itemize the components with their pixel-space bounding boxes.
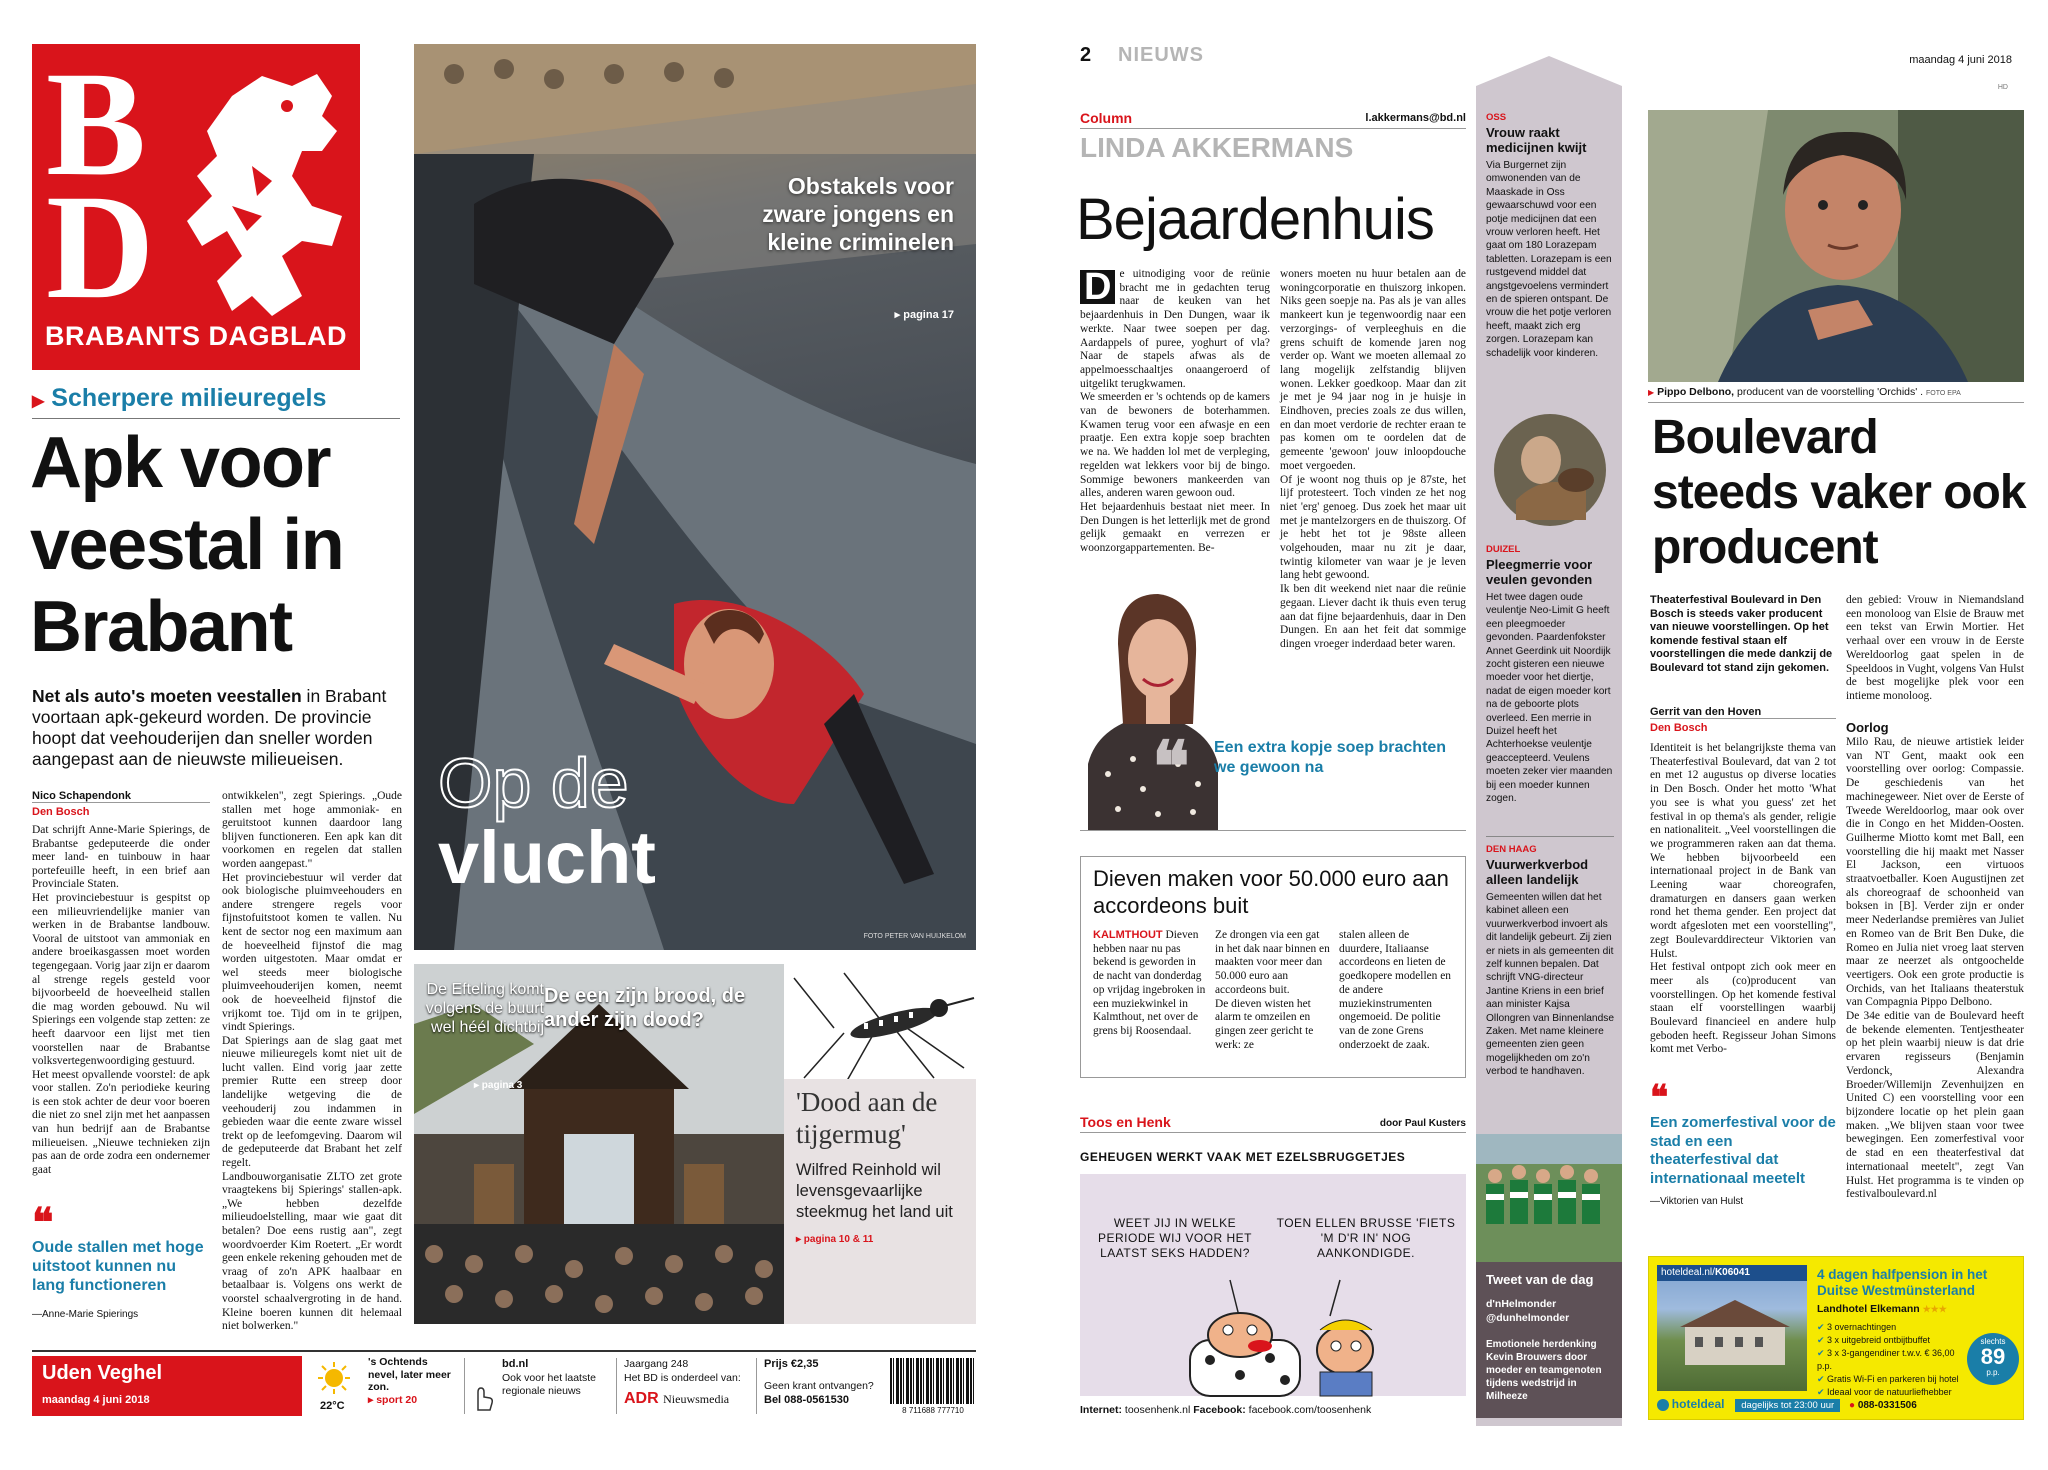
- photo-caption: [1648, 386, 2024, 398]
- castle-icon: [1675, 1295, 1795, 1375]
- brief-rule: [1486, 836, 1614, 837]
- brief-text: Via Burgernet zijn omwonenden van de Maaskade in Oss gewaarschuwd voor een potje medicijnen dat een vrouw verloren heeft. Het gaat om 180 Lorazepam tabletten. Lorazepam is een rustgevend middel dat angstgevoelens vermindert en de spieren ontspant. De vrouw die het potje verloren heeft, maakt zich erg zorgen. Lorazepam kan schadelijk voor kinderen.: [1486, 160, 1612, 359]
- brief-title: Pleegmerrie voor veulen gevonden: [1486, 557, 1593, 587]
- caption-arrow-icon: ▶: [1648, 388, 1655, 397]
- edition-code: HD: [1997, 84, 2008, 91]
- boulevard-pull-quote: Een zomerfestival voor de stad en een theaterfestival dat internationaal meetelt: [1650, 1114, 1836, 1187]
- footer-band: [32, 1350, 976, 1418]
- brief-place: OSS: [1486, 112, 1507, 123]
- dieven-box[interactable]: [1080, 856, 1466, 1078]
- tiger-sub: Wilfred Reinhold wil levensgevaarlijke steekmug het land uit: [796, 1161, 953, 1221]
- check-icon: ✔: [1817, 1322, 1828, 1332]
- ad-item: [1817, 1334, 1967, 1347]
- weather-sun-icon: [314, 1360, 354, 1400]
- hoteldeal-ad[interactable]: [1648, 1256, 2024, 1420]
- football-team-photo: [1476, 1134, 1622, 1262]
- adr-mark: ADR: [624, 1390, 659, 1407]
- ad-title: 4 dagen halfpension in het Duitse Westmünsterland: [1817, 1267, 1988, 1298]
- lion-icon: [172, 56, 352, 326]
- ad-phone[interactable]: 088-0331506: [1857, 1400, 1917, 1411]
- dropcap: D: [1080, 270, 1115, 304]
- pull-quote-1-by: —Anne-Marie Spierings: [32, 1309, 139, 1320]
- main-headline[interactable]: Apk voor veestal in Brabant: [30, 423, 344, 667]
- quote-mark-icon: ❝: [32, 1201, 54, 1245]
- check-icon: ✔: [1817, 1348, 1828, 1358]
- column-col-2: woners moeten nu huur betalen aan de woningcorporatie en thuiszorg inkopen. Niks geen soepje na. Pas als je van alles mankeert kun je tegenwoordig naar een verzorgings- of verpleeghuis en die grens schuift de komende jaren nog verder op. Want we moeten allemaal zo lang mogelijk zelfstandig blijven wonen. Lekker goedkoop. Maar dan zit je met je 94 jaar nog in je huisje in Eindhoven, precies zoals ze dus willen, en dan moet verdorie de rechter eraan te pas komen om te oordelen dat de gemeente 'gewoon' jouw inloopdouche moet vergoeden. Of je woont nog thuis op je 87ste, het lijf protesteert. Toch vinden ze het nog niet 'erg' genoeg. Dus zoek het maar uit met je mantelzorgers en de thuiszorg. Of je hebt het tot je 98ste alleen volgehouden, maar nu zit je daar, twintig kilometer van waar je je leven lang hebt gewoond. Ik ben dit weekend niet naar die reünie gegaan. Liever dacht ik thuis even terug aan dat fijne bejaardenhuis, daar in Den Dungen. En aan het feit dat sommige dingen vroeger inderdaad beter waren.: [1280, 268, 1466, 650]
- ad-stars-icon: ★★★: [1922, 1304, 1947, 1314]
- edition-box: [32, 1356, 302, 1416]
- ad-hotel: [1817, 1303, 1947, 1315]
- service-phone[interactable]: Bel 088-0561530: [764, 1394, 850, 1406]
- column-title: Bejaardenhuis: [1076, 187, 1434, 252]
- brief-duizel[interactable]: [1486, 544, 1614, 806]
- column-email[interactable]: l.akkermans@bd.nl: [1365, 112, 1466, 124]
- no-paper: Geen krant ontvangen?: [764, 1380, 874, 1392]
- tweet-title: Tweet van de dag: [1486, 1272, 1594, 1287]
- dieven-col-1: [1093, 929, 1207, 1039]
- strip-footer: [1080, 1404, 1371, 1416]
- foal-photo: [1486, 410, 1614, 530]
- byline-place: Den Bosch: [32, 806, 90, 818]
- ad-code-label: hoteldeal.nl/: [1661, 1267, 1715, 1278]
- hoteldeal-logo-icon: [1657, 1399, 1669, 1411]
- tweet-handle: @dunhelmonder: [1486, 1312, 1570, 1324]
- strip-title: GEHEUGEN WERKT VAAK MET EZELSBRUGGETJES: [1080, 1150, 1406, 1164]
- efteling-text: De Efteling komt volgens de buurt wel héél dichtbij: [425, 981, 544, 1036]
- ad-item-text: 3 x 3-gangendiner t.w.v. € 36,00 p.p.: [1817, 1348, 1955, 1371]
- ad-footer: [1657, 1397, 2017, 1411]
- kicker-text: Scherpere milieuregels: [51, 384, 327, 412]
- strip-author: door Paul Kusters: [1379, 1118, 1466, 1129]
- pull-quote-1: Oude stallen met hoge uitstoot kunnen nu lang functioneren: [32, 1239, 204, 1294]
- boulevard-subhead: Oorlog: [1846, 720, 1889, 735]
- brief-place: DUIZEL: [1486, 544, 1521, 555]
- barcode-icon: [890, 1358, 976, 1404]
- logo-letter-b: B: [46, 41, 147, 207]
- boulevard-byline-place: Den Bosch: [1650, 722, 1708, 734]
- tweet-user: d'nHelmonder: [1486, 1298, 1557, 1310]
- mosquito-icon: [784, 968, 976, 1088]
- dieven-place: KALMTHOUT: [1093, 929, 1163, 941]
- news-page: [1024, 0, 2048, 1470]
- efteling-headline: De een zijn brood, de ander zijn dood?: [544, 985, 746, 1031]
- tiger-title: 'Dood aan de tijgermug': [796, 1087, 938, 1149]
- front-page: [0, 0, 1000, 1470]
- logo-name: BRABANTS DAGBLAD: [45, 321, 347, 351]
- quote-block-1: [32, 1201, 212, 1320]
- ad-item: [1817, 1347, 1967, 1373]
- boulevard-quote-by: —Viktorien van Hulst: [1650, 1196, 1744, 1207]
- boulevard-col-1: Identiteit is het belangrijkste thema van Theaterfestival Boulevard, dat van 2 tot en met 12 augustus op diverse locaties in Den Bosch. Onder het motto 'What you see is what you guess' zet het festival in op thema's als gender, religie en nationaliteit. „Veel voorstellingen die we programmeren raken aan dat thema. We hebben bijvoorbeeld een internationaal project in de Bank van Leening waar choreografen, dramaturgen en dansers gaan werken rond het thema gender. Een project dat wordt afgesloten met een voorstelling", zegt Boulevarddirecteur Viktorien van Hulst. Het festival ontpopt zich ook meer en meer als (co)producent van voorstellingen. Op het komende festival staan elf voorstellingen waarbij Boulevard financieel en andere hulp geboden heeft. Regisseur Johan Simons komt met Verbo-: [1650, 742, 1836, 1056]
- brief-text: Het twee dagen oude veulentje Neo-Limit G heeft een pleegmoeder gevonden. Paardenfokster Annet Geerdink uit Noordijk zocht gisteren een nieuwe moeder voor het diertje, nadat de eigen moeder kort na de geboorte plots overleed. Een merrie in Duizel heeft het Achterhoekse veulentje geaccepteerd. Veulens moeten zeker vier maanden bij een moeder kunnen zogen.: [1486, 592, 1613, 805]
- section-name: NIEUWS: [1118, 44, 1204, 66]
- column-bottom-rule: [1080, 830, 1466, 831]
- strip-bubble-2: TOEN ELLEN BRUSSE 'FIETS 'M D'R IN' NOG AANKONDIGDE.: [1276, 1216, 1456, 1260]
- photo-big-line-2: vlucht: [438, 816, 656, 899]
- ad-price-badge: [1967, 1333, 2019, 1385]
- comic-strip[interactable]: [1080, 1144, 1466, 1396]
- ad-brand: hoteldeal: [1671, 1397, 1725, 1411]
- photo-page-ref[interactable]: ▸ pagina 17: [894, 309, 954, 321]
- lead-photo[interactable]: [414, 44, 976, 950]
- logo-letter-d: D: [46, 164, 155, 330]
- tweet-box[interactable]: [1476, 1262, 1622, 1418]
- intro-rest: in Brabant voortaan apk-gekeurd worden. De provincie hoopt dat veehouderijen dan sneller worden aangepast aan de nieuwste milieueisen.: [32, 686, 387, 769]
- caption-rest: producent van de voorstelling 'Orchids' .: [1734, 386, 1924, 398]
- caption-rule: [1648, 402, 2024, 403]
- adr-logo: [624, 1390, 729, 1408]
- footer-divider-2: [616, 1358, 617, 1414]
- photo-title: Obstakels voor zware jongens en kleine criminelen: [762, 173, 954, 255]
- comic-characters-icon: [1180, 1280, 1400, 1396]
- brief-title: Vrouw raakt medicijnen kwijt: [1486, 125, 1587, 155]
- boulevard-col-2b: Milo Rau, de nieuwe artistiek leider van NT Gent, maakt ook een voorstelling over oorlog: Compassie. De geschiedenis van het machinegeweer. Niet over de Eerste of Tweede Wereldoorlog, maar ook over die in Congo en het Midden-Oosten. Guilherme Miotto komt met Ball, een voorstelling die hij maakt met Nasser El Jackson, een virtuoos straatvoetballer. Koen Augustijnen zet als choreograaf de schoonheid van boksen in [B]. Verder zijn er onder meer Nederlandse premières van Juliet en Romeo van de Brit Ben Duke, die Romeo en Julia niet vroeg laat sterven maar ze neerzet als ontgoochelde veertigers. Ook een grote productie is Orchids, van het Italiaans theaterstuk van Compagnia Pippo Delbono. De 34e editie van de Boulevard heeft de bekende elementen. Tentjestheater op het plein waarbij nieuw is dat drie ervaren regisseurs (Benjamin Verdonck, Alexandra Broeder/Willemijn Zevenhuijzen en United C) een voorstelling voor een bijzondere locatie op het plein gaan maken. „We blijven staan voor twee bewegingen. Een zomerfestival voor de stad en een theaterfestival dat internationaal meetelt", zegt Van Hulst. Het programma is te vinden op festivalboulevard.nl: [1846, 736, 2024, 1201]
- column-author: LINDA AKKERMANS: [1080, 132, 1354, 163]
- quote-mark-icon: ❝: [1650, 1079, 1669, 1117]
- kicker: [32, 384, 326, 413]
- footer-divider-1: [464, 1358, 465, 1414]
- weather-desc: 's Ochtends nevel, later meer zon.: [368, 1356, 451, 1393]
- check-icon: ✔: [1817, 1374, 1828, 1384]
- ad-item-text: Gratis Wi-Fi en parkeren bij hotel: [1827, 1374, 1959, 1384]
- photo-big-line-1: Op de: [438, 744, 629, 822]
- boulevard-intro: Theaterfestival Boulevard in Den Bosch is steeds vaker producent van nieuwe voorstellingen. Op het komende festival staan elf voorstellingen die mede dankzij de Boulevard tot stand zijn gekomen.: [1650, 594, 1833, 674]
- volume: Jaargang 248: [624, 1358, 689, 1370]
- phone-icon: ●: [1848, 1400, 1856, 1411]
- price: Prijs €2,35: [764, 1358, 819, 1370]
- ad-item: [1817, 1373, 1967, 1386]
- efteling-page-ref[interactable]: ▸ pagina 3: [474, 1080, 523, 1091]
- edition-name: Uden Veghel: [42, 1362, 163, 1384]
- edition-date: maandag 4 juni 2018: [42, 1394, 150, 1406]
- caption-name: Pippo Delbono,: [1657, 386, 1735, 398]
- column-body-1: [1080, 268, 1270, 556]
- page-date: maandag 4 juni 2018: [1909, 54, 2012, 66]
- brief-den-haag[interactable]: [1486, 844, 1614, 1079]
- boulevard-byline-name: Gerrit van den Hoven: [1650, 706, 1762, 718]
- boulevard-byline-rule: [1650, 718, 1836, 719]
- efteling-photo[interactable]: [414, 964, 784, 1324]
- page-number: 2: [1080, 44, 1092, 66]
- brand-logo[interactable]: [32, 41, 360, 370]
- ad-badge-top: slechts: [1980, 1337, 2006, 1346]
- ad-price: 89: [1980, 1344, 2006, 1369]
- tiger-page-ref[interactable]: ▸ pagina 10 & 11: [796, 1234, 874, 1245]
- ad-code-bar: [1657, 1265, 1807, 1281]
- article-col-2: ontwikkelen", zegt Spierings. „Oude stallen met hoge ammoniak- en geruitstoot kunnen daardoor lang blijven functioneren. Een apk kan dit voorkomen en regelen dat stallen worden aangepast." Het provinciebestuur wil verder dat ook biologische pluimveehouders en andere strengere regels voor fijnstofuitstoot komen te vallen. Nu kent de sector nog een maximum aan de hoeveelheid fijnstof die mag worden uitgestoten. Maar omdat er wel steeds meer biologische pluimveehouderijen komen, neemt ook de hoeveelheid fijnstof die vrijkomt toe. Tijd om in te grijpen, vindt Spierings. Dat Spierings aan de slag gaat met nieuwe milieuregels komt niet uit de lucht vallen. Eind vorig jaar zette premier Rutte een streep door landelijke wetgeving die de veehouderij zou indammen in gebieden waar die eente zware wissel trekt op de leefomgeving. Daarom wil de gedeputeerde dat Brabant het zelf regelt. Landbouworganisatie ZLTO zet grote vraagtekens bij Spierings' stallen-apk. „We hebben dezelfde milieudoelstelling, maar wie gaat dit betalen? Doe eens rustig aan", zegt woordvoerder Kim Roetert. „Er wordt geen enkele rekening gehouden met de vraag of zo'n APK haalbaar en betaalbaar is. Volgens ons werkt de voorstel schaalvergroting in de hand. Kleine boeren kunnen dit helemaal niet bolwerken.": [222, 790, 402, 1333]
- column-quote: [1144, 728, 1464, 806]
- check-icon: ✔: [1817, 1387, 1828, 1397]
- ad-code: K06041: [1714, 1267, 1750, 1278]
- ad-badge-bottom: p.p.: [1986, 1368, 2000, 1377]
- hand-pointer-icon: [470, 1382, 494, 1412]
- article-col-1: Dat schrijft Anne-Marie Spierings, de Brabantse gedeputeerde die onder meer land- en tuinbouw in haar portefeuille heeft, in een brief aan Provinciale Staten. Het provinciebestuur is gespitst op een milieuvriendelijke manier van werken in de Brabantse landbouw. Vooral de uitstoot van ammoniak en andere broeikasgassen moet worden tegengegaan. Vorig jaar zijn er daarom al strenge regels gesteld voor bijvoorbeeld de hoeveelheid stallen die mag worden gebouwd. Nu wil Spierings een volgende stap zetten: ze heeft daarvoor een lijst met tien voorstellen naar de Brabantse volksvertegenwoordiging gestuurd. Het meest opvallende voorstel: de apk voor stallen. Zo'n periodieke keuring is een stok achter de deur voor boeren die niet zo snel zijn met het aanpassen van hun bedrijf aan de Brabantse milieueisen. „Nieuwe technieken zijn pas aan de orde zodra een ondernemer gaat: [32, 824, 210, 1176]
- web-title[interactable]: bd.nl: [502, 1358, 529, 1370]
- tweet-text: Emotionele herdenking Kevin Brouwers door moeder en teamgenoten tijdens wedstrijd in Milheeze: [1486, 1339, 1602, 1402]
- ad-item-text: 3 x uitgebreid ontbijtbuffet: [1827, 1335, 1930, 1345]
- photo-credit: FOTO PETER VAN HUIJKELOM: [863, 933, 966, 940]
- boulevard-headline[interactable]: Boulevard steeds vaker ook producent: [1652, 411, 2026, 574]
- ad-item-text: 3 overnachtingen: [1827, 1322, 1897, 1332]
- brief-title: Vuurwerkverbod alleen landelijk: [1486, 857, 1589, 887]
- strip-rule: [1080, 1132, 1466, 1133]
- dieven-col-3: stalen alleen de duurdere, Italiaanse accordeons en lieten de goedkopere modellen en de andere muziekinstrumenten ongemoeid. De politie van de zone Grens onderzoekt de zaak.: [1339, 929, 1451, 1051]
- tiger-box[interactable]: [784, 964, 976, 1324]
- strip-footer-facebook-label: Facebook:: [1193, 1404, 1246, 1416]
- weather-text: [368, 1356, 458, 1406]
- strip-footer-internet-label: Internet:: [1080, 1404, 1122, 1416]
- dieven-col-2: Ze drongen via een gat in het dak naar binnen en maakten voor meer dan 50.000 euro aan accordeons buit. De dieven wisten het alarm te omzeilen en gingen zeer gericht te werk: ze: [1215, 929, 1330, 1051]
- column-col-1: e uitnodiging voor de reünie bracht me in gedachten terug naar de keuken van het bejaardenhuis in Den Dungen, waar ik werkte. Naar twee soepen per dag. Aardappels of puree, yoghurt of vla? Naar de stapels afwas als de appelmoesschaaltjes onaangeroerd of uitgelikt terugkwamen. We smeerden er 's ochtends op de kamers van de bewoners de boterhammen. Kwamen terug voor een afwasje en een praatje. Een extra kopje soep brachten we na. We hadden lol met de verpleging, regelden wat lekkers voor bij de bingo. Sommige bewoners mankeerden van alles, anderen waren gewoon oud. Het bejaardenhuis bestaat niet meer. In Den Dungen is het letterlijk met de grond gelijk gemaakt en verrezen er woonzorgappartementen. Be-: [1080, 268, 1270, 555]
- brief-place: DEN HAAG: [1486, 844, 1537, 855]
- volume-sub: Het BD is onderdeel van:: [624, 1372, 741, 1384]
- quote-mark-icon: ❝: [1152, 728, 1190, 806]
- intro-bold: Net als auto's moeten veestallen: [32, 686, 302, 706]
- kicker-rule: [32, 418, 400, 419]
- strip-footer-facebook[interactable]: facebook.com/toosenhenk: [1245, 1404, 1372, 1416]
- kicker-arrow-icon: ▶: [32, 393, 45, 410]
- web-text: Ook voor het laatste regionale nieuws: [502, 1372, 596, 1397]
- weather-sport-ref[interactable]: ▸ sport 20: [368, 1393, 418, 1406]
- ad-item-list: [1817, 1321, 1967, 1399]
- ad-hours: dagelijks tot 23:00 uur: [1735, 1399, 1840, 1412]
- intro: [32, 686, 402, 770]
- dieven-text-1: Dieven hebben naar nu pas bekend is geworden in de nacht van donderdag op vrijdag ingebroken in een muziekwinkel in Kalmthout, net over de grens bij Roosendaal.: [1093, 929, 1206, 1037]
- byline-rule: [32, 802, 210, 803]
- brief-text: Gemeenten willen dat het kabinet alleen een vuurwerkverbod invoert als dit landelijk gebeurt. Zij zien er niets in als gemeenten dit zelf kunnen bepalen. Dat schrijft VNG-directeur Jantine Kriens in een brief aan minister Kajsa Ollongren van Binnenlandse Zaken. Met name kleinere gemeenten zien geen mogelijkheden om zo'n verbod te handhaven.: [1486, 892, 1615, 1078]
- check-icon: ✔: [1817, 1335, 1828, 1345]
- ad-hotel-name: Landhotel Elkemann: [1817, 1303, 1920, 1315]
- strip-footer-site[interactable]: toosenhenk.nl: [1122, 1404, 1194, 1416]
- boulevard-quote-block: [1650, 1079, 1836, 1207]
- column-tag: Column: [1080, 110, 1133, 126]
- strip-bubble-1: WEET JIJ IN WELKE PERIODE WIJ VOOR HET LAATST SEKS HADDEN?: [1097, 1216, 1252, 1260]
- strip-tag: Toos en Henk: [1080, 1114, 1171, 1130]
- column-rule: [1080, 128, 1466, 129]
- delbono-photo: [1648, 110, 2024, 382]
- byline-name: Nico Schapendonk: [32, 790, 132, 802]
- column-pull-quote: Een extra kopje soep brachten we gewoon na: [1214, 739, 1447, 776]
- barcode-number: 8 711688 777710: [902, 1406, 964, 1415]
- ad-photo: [1657, 1265, 1807, 1391]
- ad-item: [1817, 1321, 1967, 1334]
- temperature: 22°C: [320, 1400, 345, 1412]
- adr-text: Nieuwsmedia: [663, 1392, 730, 1406]
- footer-divider-3: [756, 1358, 757, 1414]
- caption-credit: FOTO EPA: [1926, 390, 1961, 397]
- dieven-title: Dieven maken voor 50.000 euro aan accordeons buit: [1093, 866, 1449, 918]
- ad-item-text: Ideaal voor de natuurliefhebber: [1827, 1387, 1952, 1397]
- boulevard-col-2a: den gebied: Vrouw in Niemandsland een monoloog van Elsie de Brauw met een tekst van Erwin Mortier. Het verhaal over een vrouw in de Eerste Wereldoorlog gaat spelen in de Speeldoos in Vught, volgens Van Hulst de best mogelijke plek voor een intieme monoloog.: [1846, 594, 2024, 702]
- brief-oss[interactable]: [1486, 112, 1614, 360]
